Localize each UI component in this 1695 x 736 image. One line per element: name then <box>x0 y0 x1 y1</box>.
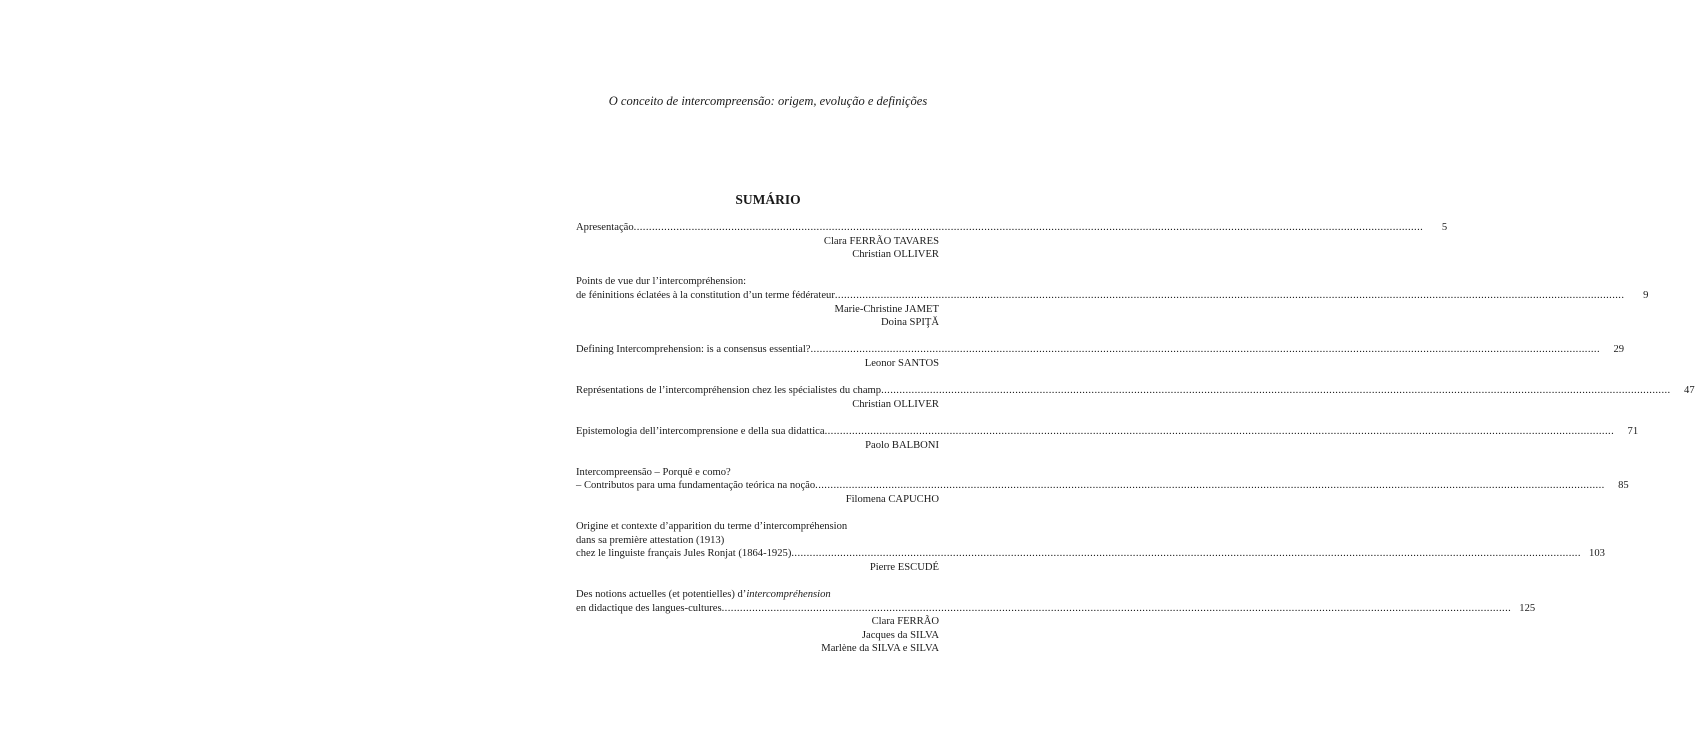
toc-page-number: 47 <box>1684 385 1695 397</box>
toc-entry[interactable] <box>576 275 1649 329</box>
dot-leader: ................................................................................................................................................................................................................................................................... <box>721 602 1512 614</box>
toc-title-line <box>576 547 1605 561</box>
toc-author: Marie-Christine JAMET <box>834 303 939 315</box>
toc-author: Marlène da SILVA e SILVA <box>821 643 939 655</box>
toc-title: Représentations de l’intercompréhension chez les spécialistes du champ <box>576 385 882 397</box>
toc-entry[interactable] <box>576 384 1695 411</box>
toc-title-line <box>576 466 960 480</box>
toc-title-line <box>576 289 1649 303</box>
toc-title: Apresentação <box>576 222 634 233</box>
toc-title: Defining Intercomprehension: is a consensus essential? <box>576 344 811 356</box>
toc-title: en didactique des langues-cultures <box>576 602 722 614</box>
page-heading: SUMÁRIO <box>735 192 801 207</box>
toc-page-number: 29 <box>1613 344 1625 356</box>
toc-author: Pierre ESCUDÉ <box>869 561 939 573</box>
toc-author: Doina SPIŢĂ <box>881 317 939 329</box>
toc-title: Intercompreensão – Porquê e como? <box>576 466 731 478</box>
table-of-contents <box>576 221 1695 670</box>
toc-title-line <box>576 425 1639 439</box>
toc-title-line <box>576 602 1536 616</box>
toc-author: Christian OLLIVER <box>852 249 939 261</box>
toc-title-line <box>576 275 960 289</box>
toc-page-number: 103 <box>1589 548 1605 560</box>
toc-author: Jacques da SILVA <box>861 629 939 641</box>
dot-leader: ................................................................................................................................................................................................................................................................... <box>633 222 1424 233</box>
toc-page-number: 125 <box>1519 602 1536 614</box>
toc-title-line <box>576 588 960 602</box>
toc-title-line <box>576 479 1629 493</box>
toc-title-line <box>576 343 1625 357</box>
running-title: O conceito de intercompreensão: origem, evolução e definições <box>608 94 928 108</box>
toc-title: dans sa première attestation (1913) <box>576 534 725 546</box>
dot-leader: ................................................................................................................................................................................................................................................................... <box>791 548 1581 560</box>
toc-page-number: 9 <box>1643 289 1649 301</box>
toc-title: Epistemologia dell’intercomprensione e della sua didattica <box>576 425 825 437</box>
toc-title-line <box>576 520 960 534</box>
toc-page-number: 71 <box>1627 425 1639 437</box>
toc-entry[interactable] <box>576 221 1448 262</box>
toc-author: Clara FERRÃO <box>871 616 939 628</box>
toc-title: de féninitions éclatées à la constitution d’un terme fédérateur <box>576 289 835 301</box>
dot-leader: ................................................................................................................................................................................................................................................................... <box>810 344 1601 356</box>
toc-entry[interactable] <box>576 343 1625 370</box>
dot-leader: ................................................................................................................................................................................................................................................................... <box>824 425 1615 437</box>
toc-title: Origine et contexte d’apparition du terme d’intercompréhension <box>576 521 848 533</box>
toc-entry[interactable] <box>576 466 1629 507</box>
dot-leader: ................................................................................................................................................................................................................................................................... <box>815 480 1605 492</box>
toc-title: chez le linguiste français Jules Ronjat (1864-1925) <box>576 548 792 560</box>
toc-title-line <box>576 384 1695 398</box>
toc-author: Clara FERRÃO TAVARES <box>823 235 939 247</box>
toc-author: Paolo BALBONI <box>865 439 939 451</box>
toc-author: Christian OLLIVER <box>852 398 939 410</box>
toc-entry[interactable] <box>576 588 1536 656</box>
toc-author: Leonor SANTOS <box>864 357 939 369</box>
toc-page-number: 5 <box>1441 222 1448 233</box>
toc-entry[interactable] <box>576 425 1639 452</box>
toc-title-italic: intercompréhension <box>746 589 831 601</box>
dot-leader: ................................................................................................................................................................................................................................................................... <box>834 289 1625 301</box>
toc-title-prefix: Des notions actuelles (et potentielles) d’ <box>576 589 747 601</box>
toc-title: – Contributos para uma fundamentação teórica na noção <box>576 480 816 492</box>
toc-entry[interactable] <box>576 520 1605 574</box>
toc-title-line <box>576 221 1448 235</box>
toc-title-line <box>576 534 960 548</box>
toc-page-number: 85 <box>1618 480 1629 492</box>
dot-leader: ................................................................................................................................................................................................................................................................... <box>881 385 1671 397</box>
toc-author: Filomena CAPUCHO <box>845 493 939 505</box>
toc-title: Points de vue dur l’intercompréhension: <box>576 276 747 288</box>
